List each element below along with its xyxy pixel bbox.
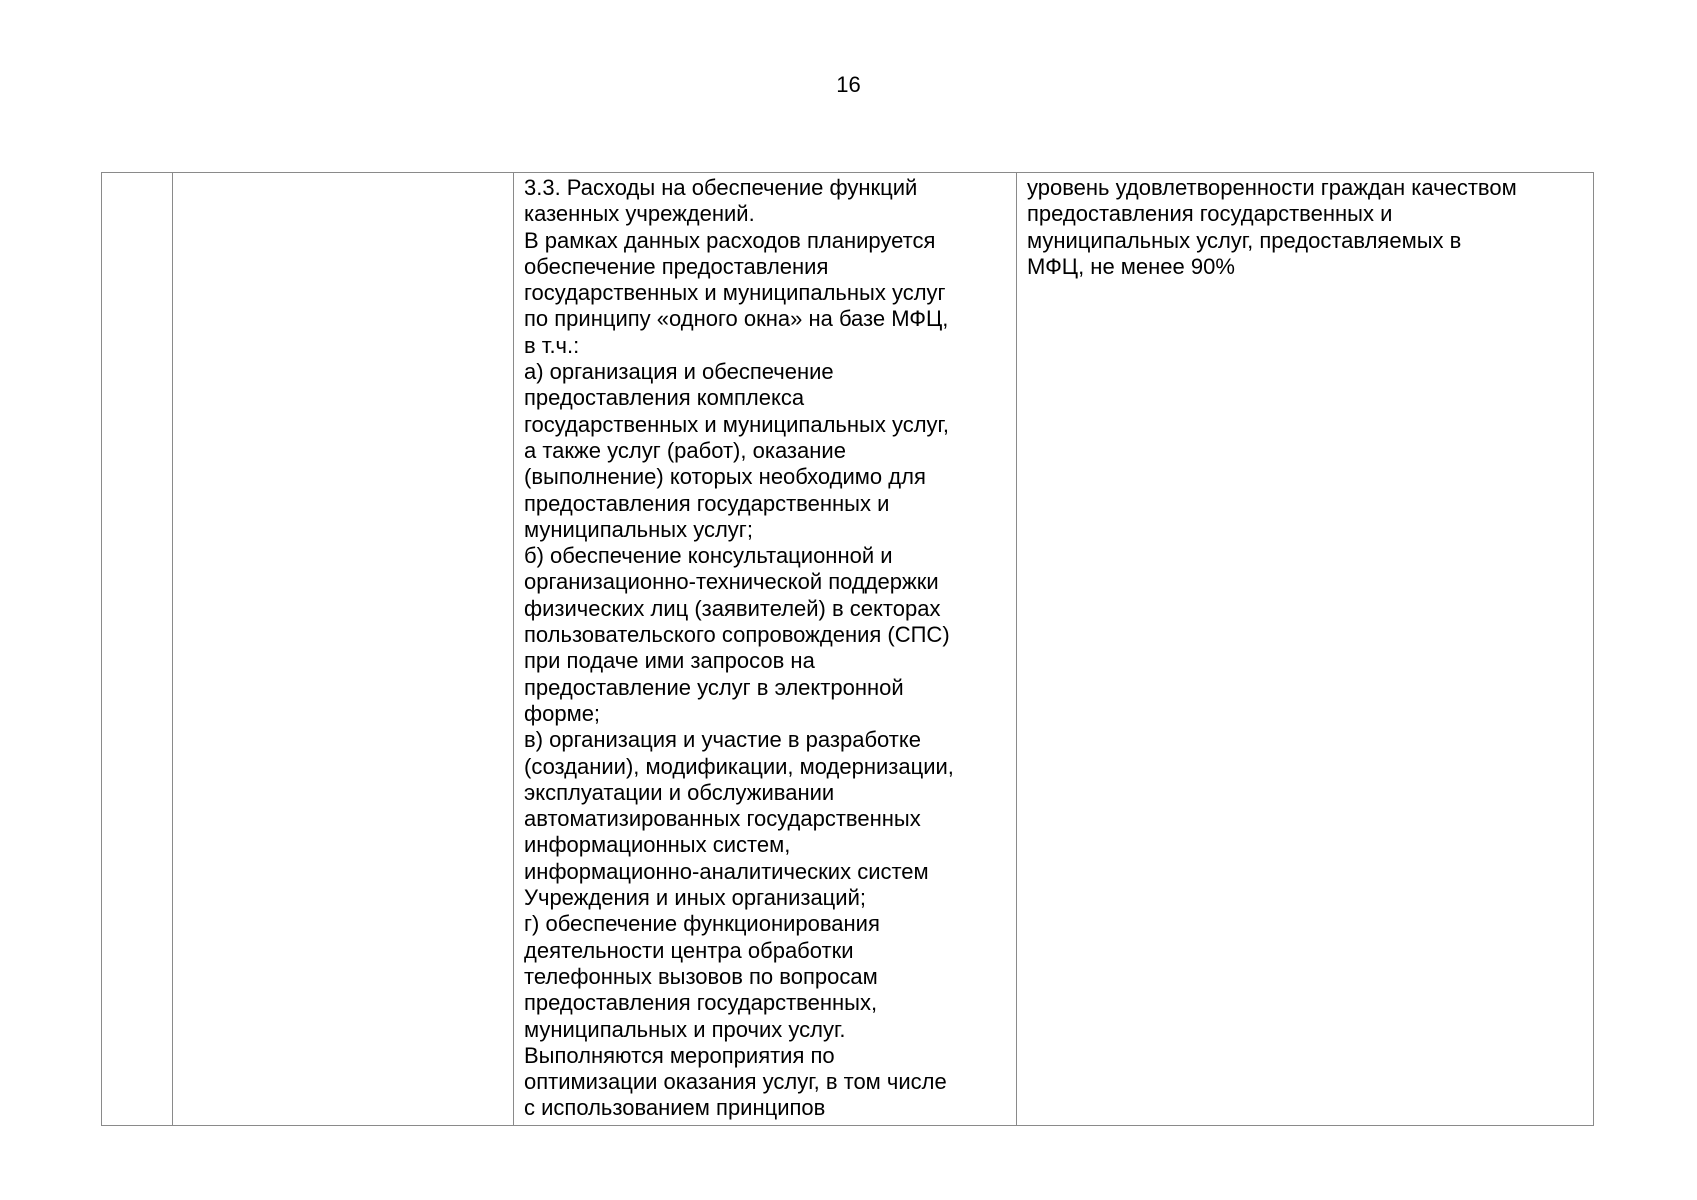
expenses-text-line: государственных и муниципальных услуг — [524, 280, 946, 306]
table-cell-col2 — [173, 173, 514, 1126]
expenses-text-line: предоставление услуг в электронной — [524, 674, 904, 700]
expenses-text-line: муниципальных услуг; — [524, 516, 753, 542]
indicator-text-line: муниципальных услуг, предоставляемых в — [1027, 227, 1462, 253]
expenses-text-line: предоставления государственных, — [524, 990, 878, 1016]
expenses-text-line: Выполняются мероприятия по — [524, 1042, 835, 1068]
expenses-text-line: а также услуг (работ), оказание — [524, 437, 846, 463]
expenses-text-line: (создании), модификации, модернизации, — [524, 753, 954, 779]
expenses-text-line: физических лиц (заявителей) в секторах — [524, 595, 941, 621]
table-cell-col1 — [102, 173, 173, 1126]
expenses-text-line: оптимизации оказания услуг, в том числе — [524, 1069, 947, 1095]
expenses-text-line: Учреждения и иных организаций; — [524, 885, 866, 911]
document-table — [101, 172, 1594, 1126]
expenses-text-line: г) обеспечение функционирования — [524, 911, 880, 937]
expenses-text-line: пользовательского сопровождения (СПС) — [524, 622, 950, 648]
indicator-text-line: уровень удовлетворенности граждан качеством — [1027, 175, 1517, 200]
expenses-text-line: обеспечение предоставления — [524, 253, 829, 279]
expenses-text-line: в т.ч.: — [524, 332, 580, 358]
expenses-text-line: телефонных вызовов по вопросам — [524, 963, 878, 989]
table-cell-expenses — [514, 173, 1017, 1126]
expenses-text-line: эксплуатации и обслуживании — [524, 779, 835, 805]
expenses-text-line: б) обеспечение консультационной и — [524, 543, 893, 569]
expenses-text-line: автоматизированных государственных — [524, 806, 921, 832]
expenses-text-line: государственных и муниципальных услуг, — [524, 411, 949, 437]
expenses-text-line: информационных систем, — [524, 832, 791, 858]
expenses-text-line: по принципу «одного окна» на базе МФЦ, — [524, 306, 949, 332]
table-cell-indicator — [1017, 173, 1594, 1126]
expenses-text-line: форме; — [524, 700, 601, 726]
page-number: 16 — [836, 72, 861, 97]
expenses-text-line: информационно-аналитических систем — [524, 858, 929, 884]
expenses-text-line: (выполнение) которых необходимо для — [524, 464, 926, 490]
expenses-text-line: деятельности центра обработки — [524, 937, 854, 963]
expenses-text-line: организационно-технической поддержки — [524, 569, 939, 595]
expenses-text-line: при подаче ими запросов на — [524, 648, 815, 674]
expenses-text-line: с использованием принципов — [524, 1095, 826, 1121]
indicator-text-line: предоставления государственных и — [1027, 201, 1393, 227]
expenses-text-line: В рамках данных расходов планируется — [524, 227, 936, 253]
indicator-text-line: МФЦ, не менее 90% — [1027, 253, 1235, 279]
expenses-text-line: а) организация и обеспечение — [524, 359, 834, 385]
expenses-text-line: предоставления комплекса — [524, 385, 805, 411]
table-row — [102, 173, 1594, 1126]
expenses-text-line: в) организация и участие в разработке — [524, 727, 921, 753]
expenses-text-line: 3.3. Расходы на обеспечение функций — [524, 175, 918, 200]
expenses-text-line: предоставления государственных и — [524, 490, 890, 516]
expenses-text-line: муниципальных и прочих услуг. — [524, 1016, 846, 1042]
expenses-text-line: казенных учреждений. — [524, 201, 755, 227]
